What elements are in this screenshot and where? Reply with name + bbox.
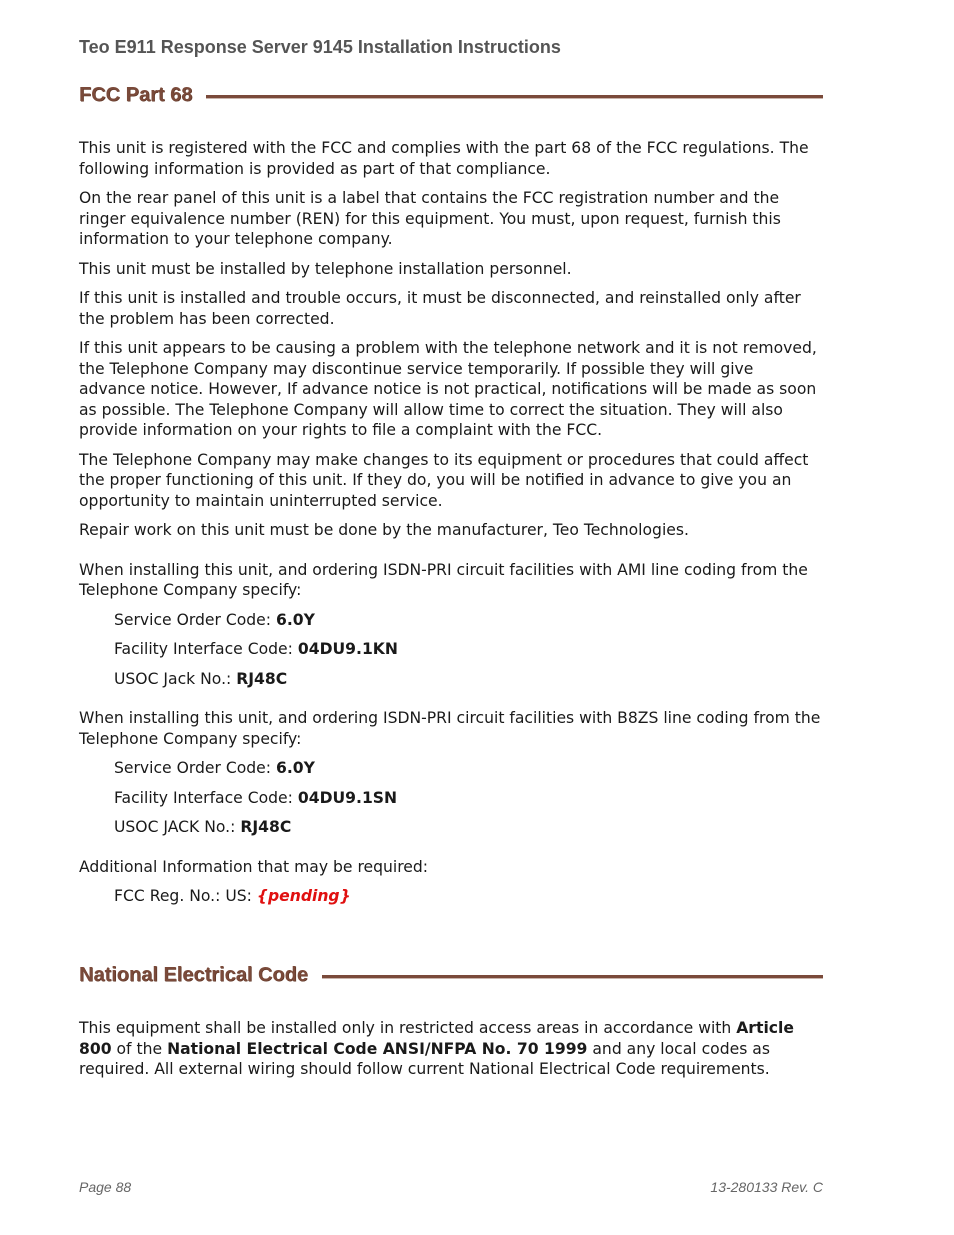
- b8zs-usoc-jack: [114, 817, 824, 838]
- paragraph: This unit must be installed by telephone installation personnel.: [79, 259, 572, 278]
- text: This equipment shall be installed only in restricted access areas in accordance with: [79, 1019, 737, 1037]
- ami-facility-interface-code: [114, 639, 824, 660]
- b8zs-facility-interface-code: [114, 788, 824, 809]
- fcc-section-body: [79, 138, 824, 916]
- value: 6.0Y: [276, 610, 315, 629]
- value: RJ48C: [240, 818, 292, 836]
- fcc-reg-number: [114, 886, 824, 907]
- paragraph: If this unit appears to be causing a problem with the telephone network and it is not removed, the Telephone Company may discontinue service temporarily. If possible they will give advance notice. However, If advance notice is not practical, notifications will be made as soon as possible. The Telephone Company will allow time to correct the situation. They will also provide information on your rights to file a complaint with the FCC.: [79, 339, 817, 439]
- nec-heading-title: National Electrical Code: [79, 964, 308, 986]
- fcc-section-heading: [79, 84, 823, 107]
- paragraph: Repair work on this unit must be done by the manufacturer, Teo Technologies.: [79, 521, 689, 539]
- page-number: Page 88: [79, 1179, 132, 1195]
- paragraph: This unit is registered with the FCC and complies with the part 68 of the FCC regulations. The following information is provided as part of that compliance.: [79, 139, 809, 178]
- value: 6.0Y: [276, 759, 315, 777]
- label: Facility Interface Code:: [114, 788, 298, 807]
- b8zs-service-order-code: [114, 758, 824, 779]
- paragraph: If this unit is installed and trouble occurs, it must be disconnected, and reinstalled only after the problem has been corrected.: [79, 289, 801, 328]
- pending-value: {pending}: [256, 887, 351, 905]
- nec-section-heading: [79, 964, 823, 987]
- paragraph: On the rear panel of this unit is a label that contains the FCC registration number and the ringer equivalence number (REN) for this equipment. You must, upon request, furnish this information to your telephone company.: [79, 189, 781, 248]
- ami-service-order-code: [114, 610, 824, 631]
- label: Facility Interface Code:: [114, 640, 298, 658]
- ami-usoc-jack: [114, 669, 824, 690]
- value: 04DU9.1KN: [297, 640, 398, 658]
- text: and any local codes as required. All external wiring should follow current National Electrical Code requirements.: [79, 1039, 770, 1078]
- label: FCC Reg. No.: US:: [114, 887, 257, 905]
- document-number: 13-280133 Rev. C: [710, 1179, 823, 1195]
- heading-rule: [322, 975, 823, 978]
- text: of the: [111, 1039, 168, 1058]
- value: 04DU9.1SN: [297, 788, 398, 807]
- ami-intro: When installing this unit, and ordering ISDN-PRI circuit facilities with AMI line coding from the Telephone Company specify:: [79, 560, 808, 599]
- document-title: Teo E911 Response Server 9145 Installation Instructions: [79, 37, 561, 57]
- b8zs-intro: When installing this unit, and ordering ISDN-PRI circuit facilities with B8ZS line coding from the Telephone Company specify:: [79, 709, 821, 748]
- paragraph: The Telephone Company may make changes to its equipment or procedures that could affect the proper functioning of this unit. If they do, you will be notified in advance to give you an opportunity to maintain uninterrupted service.: [79, 450, 809, 510]
- nec-paragraph: [79, 1018, 824, 1080]
- label: USOC Jack No.:: [114, 669, 237, 688]
- code-ref: National Electrical Code ANSI/NFPA No. 70 1999: [167, 1039, 588, 1058]
- nec-section-body: [79, 1018, 824, 1089]
- heading-rule: [206, 95, 823, 98]
- label: USOC JACK No.:: [114, 818, 241, 836]
- label: Service Order Code:: [114, 759, 276, 777]
- additional-intro: Additional Information that may be required:: [79, 857, 429, 876]
- fcc-heading-title: FCC Part 68: [79, 84, 193, 106]
- label: Service Order Code:: [114, 610, 276, 629]
- article-ref: Article 800: [79, 1019, 794, 1058]
- value: RJ48C: [236, 669, 288, 688]
